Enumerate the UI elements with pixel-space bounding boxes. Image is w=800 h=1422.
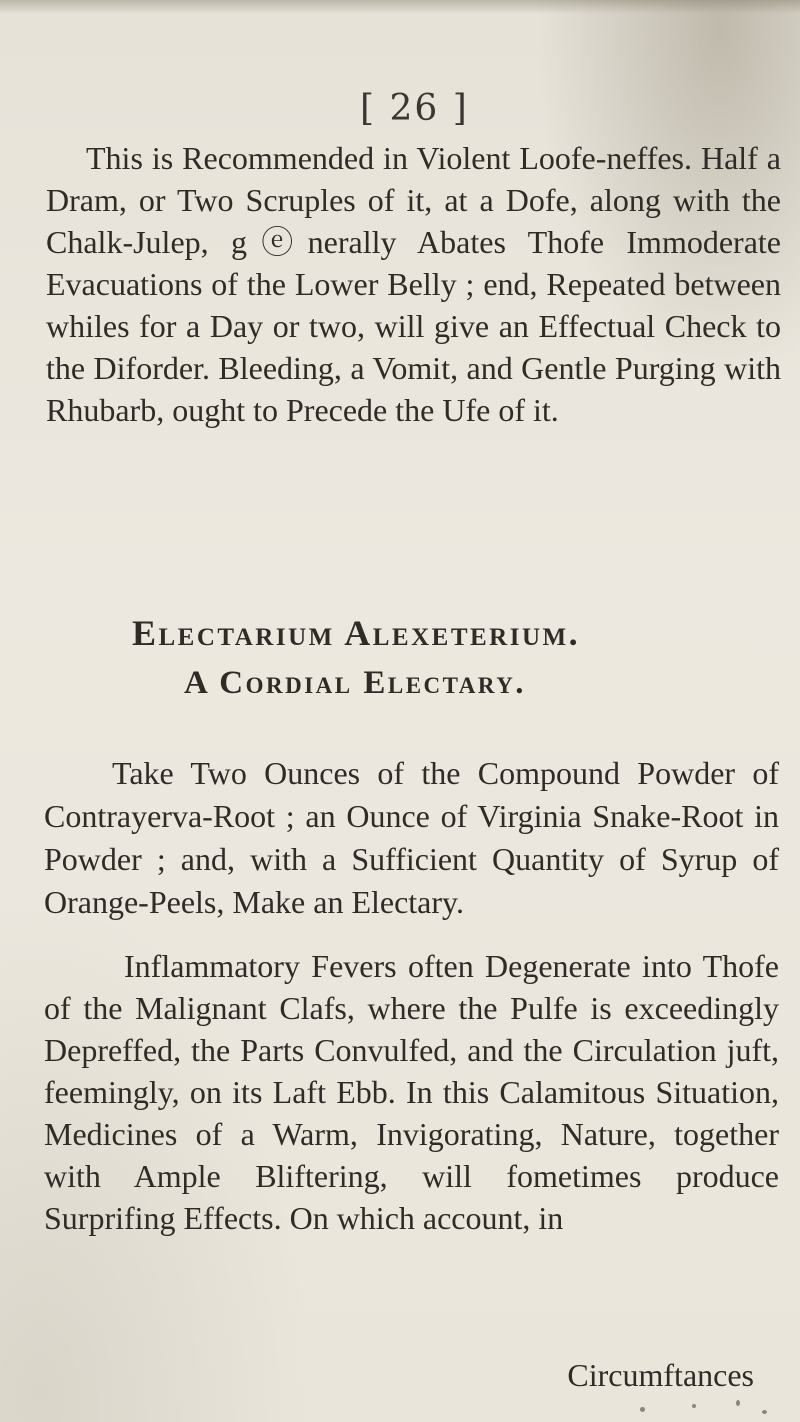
paragraph-looseness-remedy: This is Recommended in Violent Loofe-neffes. Half a Dram, or Two Scruples of it, at a Dofe, along with the Chalk-Julep, gⓔnerally Abates Thofe Immoderate Evacuations of the Lower Belly ; end, Repeated between whiles for a Day or two, will give an Effectual Check to the Diforder. Bleeding, a Vomit, and Gentle Purging with Rhubarb, ought to Precede the Ufe of it. bbox=[46, 140, 781, 428]
catchword: Circumftances bbox=[567, 1357, 754, 1393]
section-subheading: A Cordial Electary. bbox=[184, 665, 527, 701]
ink-speck bbox=[762, 1410, 767, 1414]
ink-speck bbox=[640, 1407, 645, 1412]
ink-speck bbox=[736, 1400, 740, 1406]
ink-speck bbox=[692, 1404, 696, 1408]
page-top-edge bbox=[0, 0, 800, 14]
paragraph-inflammatory-fevers: Inflammatory Fevers often Degenerate into Thofe of the Malignant Clafs, where the Pulfe is exceedingly Depreffed, the Parts Convulfed, and the Circulation juft, feemingly, on its Laft Ebb. In this Calamitous Situation, Medicines of a Warm, Invigorating, Nature, together with Ample Bliftering, will fometimes produce Surprifing Effects. On which account, in bbox=[44, 948, 779, 1236]
page-number: [ 26 ] bbox=[360, 88, 469, 129]
paragraph-recipe: Take Two Ounces of the Compound Powder of Contrayerva-Root ; an Ounce of Virginia Snake-Root in Powder ; and, with a Sufficient Quantity of Syrup of Orange-Peels, Make an Electary. bbox=[44, 755, 779, 920]
section-heading: Electarium Alexeterium. bbox=[132, 613, 581, 653]
